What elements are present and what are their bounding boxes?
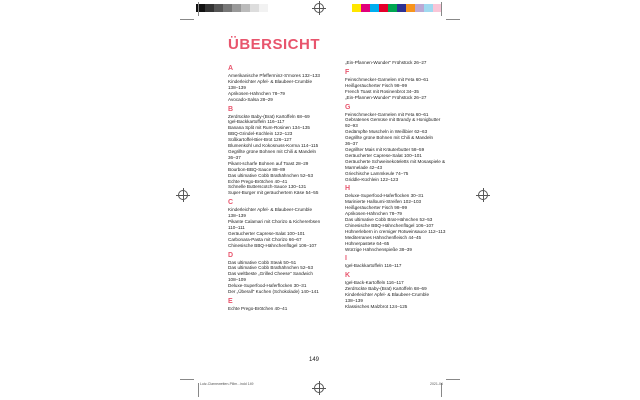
color-swatch (250, 4, 259, 12)
index-letter-heading: D (228, 251, 234, 259)
index-entry: Hühnerlebern in cremiger Rotweinsauce 112–113 (345, 228, 446, 234)
index-entry: 138–139 (228, 84, 246, 90)
registration-mark-top (314, 3, 324, 13)
index-entry: Pikante Calamari mit Chorizo & Kichererbsen (228, 219, 321, 225)
index-entry: „Ein-Pfannen-Wunder" Frühstück 26–27 (345, 60, 427, 65)
index-entry: Marmelade 42–43 (345, 164, 383, 170)
color-swatch (370, 4, 379, 12)
color-swatch (241, 4, 250, 12)
index-letter-heading: E (228, 298, 233, 305)
index-entry: Gegrillter Mais mit Kräuterbutter 58–59 (345, 146, 425, 152)
index-entry: Süßkartoffel-Bier-Brot 126–127 (228, 137, 292, 143)
color-swatch (388, 4, 397, 12)
index-entry: Marinierte Halloumi-Streifen 102–103 (345, 199, 422, 205)
crop-mark (446, 379, 460, 380)
index-letter-heading: B (228, 105, 234, 113)
slug-date: 2021-04 (430, 382, 443, 386)
index-entry: Igel-Back-Kartoffeln 116–117 (345, 280, 404, 286)
index-entry: Gebratenes Gemüse mit Brandy & Honigbutter (345, 117, 441, 123)
index-letter-heading: I (345, 255, 347, 263)
index-entry: Das ultimative Cobb Steak 50–51 (228, 259, 297, 265)
crop-mark (180, 379, 194, 380)
color-swatch (352, 4, 361, 12)
color-swatch (406, 4, 415, 12)
index-entry: Igel-Backkartoffeln 116–117 (228, 119, 285, 125)
index-entry: Griechische Lammkeule 74–75 (345, 170, 409, 176)
index-entry: Aprikosen-Hähnchen 78–79 (228, 90, 285, 96)
index-entry: Bourbon-BBQ-Sauce 88–89 (228, 166, 286, 172)
index-entry: Klassisches Malzbrot 124–125 (345, 304, 408, 309)
index-entry: Das ultimative Cobb Brathähnchen 52–53 (228, 265, 314, 271)
index-entry: Kinderleichter Apfel- & Blaubeer-Crumble (228, 78, 313, 84)
color-swatch (223, 4, 232, 12)
index-entry: Chinesische BBQ-Hähnchenflügel 106–107 (228, 242, 317, 248)
index-entry: Mediterranes Hähnchenfleisch 44–45 (345, 234, 422, 240)
color-swatch (259, 4, 268, 12)
index-entry: 138–139 (228, 213, 246, 219)
index-entry: Kinderleichter Apfel- & Blaubeer-Crumble (345, 292, 430, 298)
index-entry: Zerdrückte Baby-(Brat) Kartoffeln 68–69 (345, 286, 427, 292)
crop-mark (198, 2, 199, 16)
index-entry: Gegrillte grüne Bohnen mit Chili & Mandeln (228, 148, 317, 154)
index-entry: Geräucherter Caprese-Salat 100–101 (345, 152, 422, 158)
index-column-right (345, 60, 493, 310)
color-swatch (214, 4, 223, 12)
index-letter-heading: A (228, 65, 234, 72)
crop-mark (198, 383, 199, 397)
index-letter-heading: F (345, 68, 350, 76)
index-entry: Carbonara-Pasta mit Chorizo 66–67 (228, 236, 302, 242)
index-entry: Avocado-Salsa 28–29 (228, 96, 273, 102)
index-entry: Heißgeräucherter Fisch 98–99 (345, 82, 408, 88)
index-letter-heading: G (345, 103, 351, 111)
index-entry: Der „Überall" Kuchen (Schokolade) 140–141 (228, 289, 319, 295)
index-entry: Aprikosen-Hähnchen 78–79 (345, 211, 402, 217)
index-entry: Griddle-Küchlein 122–123 (345, 176, 399, 182)
registration-mark-bottom (314, 383, 324, 393)
index-entry: Hühnerpastete 64–65 (345, 240, 390, 246)
index-entry: Igel-Backkartoffeln 116–117 (345, 263, 402, 269)
color-swatch (205, 4, 214, 12)
index-entry: Zerdrückte Baby-(Brat) Kartoffeln 68–69 (228, 113, 310, 119)
index-entry: Gegrillte grüne Bohnen mit Chili & Mandeln (345, 135, 434, 141)
crop-mark (180, 19, 194, 20)
index-entry: BBQ-Grindel-Küchlein 122–123 (228, 131, 293, 137)
cmyk-color-bar (352, 4, 442, 12)
index-letter-heading: C (228, 199, 234, 207)
registration-mark-left (178, 190, 188, 200)
index-entry: Das weltbeste „Grilled Cheese" Sandwich (228, 271, 313, 277)
index-entry: Das ultimative Cobb Brat-Hähnchen 52–53 (345, 217, 433, 223)
index-entry: Schnelle Butterscotch-Sauce 130–131 (228, 184, 307, 190)
color-swatch (232, 4, 241, 12)
index-entry: Blumenkohl und Kokosnuss-Korma 114–115 (228, 143, 319, 149)
color-swatch (397, 4, 406, 12)
index-entry: Chinesische BBQ-Hähnchenflügel 106–107 (345, 222, 434, 228)
crop-mark (446, 19, 460, 20)
index-entry: Feinschmecker-Garnelen mit Feta 60–61 (345, 111, 429, 117)
index-entry: Heißgeräucherter Fisch 98–99 (345, 205, 408, 211)
index-entry: „Ein-Pfannen-Wunder" Frühstück 26–27 (345, 94, 427, 100)
slug-file-info: Lutz-Clarnewetten-Pillm...indd 149 (200, 382, 254, 386)
index-entry: 92–93 (345, 123, 358, 129)
grayscale-color-bar (196, 4, 268, 12)
index-entry: 36–37 (345, 141, 358, 147)
index-entry: 138–139 (345, 298, 363, 304)
index-entry: Deluxe-Superfood-Haferflocken 30–31 (345, 193, 424, 199)
index-entry: 110–111 (228, 224, 245, 230)
crop-mark (441, 2, 442, 16)
index-entry: Pikant-scharfe Bohnen auf Toast 28–29 (228, 160, 309, 166)
index-entry: 36–37 (228, 154, 241, 160)
index-entry: Würzige Hähnchenspieße 38–39 (345, 246, 412, 252)
color-swatch (424, 4, 433, 12)
index-entry: Geräucherte Schweinekoteletts mit Mosaspiele & (345, 158, 446, 164)
index-entry: Gedämpfte Muscheln in Weißbier 62–63 (345, 129, 428, 135)
page-title: ÜBERSICHT (228, 36, 321, 53)
color-swatch (379, 4, 388, 12)
color-swatch (361, 4, 370, 12)
index-entry: Echte Prego-Brötchen 40–41 (228, 178, 288, 184)
index-letter-heading: K (345, 272, 351, 280)
index-letter-heading: H (345, 185, 351, 193)
index-entry: Banana Split mit Rum-Rosinen 134–135 (228, 125, 310, 131)
index-entry: Super-Burger mit geräuchertem Käse 54–55 (228, 190, 319, 196)
page-number: 149 (309, 357, 320, 363)
index-entry: French Toast mit Rosinenbrot 34–35 (345, 88, 419, 94)
index-entry: Kinderleichter Apfel- & Blaubeer-Crumble (228, 207, 313, 213)
index-entry: 108–109 (228, 277, 246, 283)
index-entry: Feinschmecker-Garnelen mit Feta 60–61 (345, 76, 429, 82)
index-entry: Deluxe-Superfood-Haferflocken 30–31 (228, 283, 307, 289)
index-entry: Echte Prego-Brötchen 40–41 (228, 306, 288, 311)
color-swatch (415, 4, 424, 12)
index-entry: Das ultimative Cobb Brathähnchen 52–53 (228, 172, 314, 178)
index-entry: Amerikanische Pfefferminz-S'mores 132–133 (228, 73, 320, 78)
index-entry: Geräucherter Caprese-Salat 100–101 (228, 230, 305, 236)
